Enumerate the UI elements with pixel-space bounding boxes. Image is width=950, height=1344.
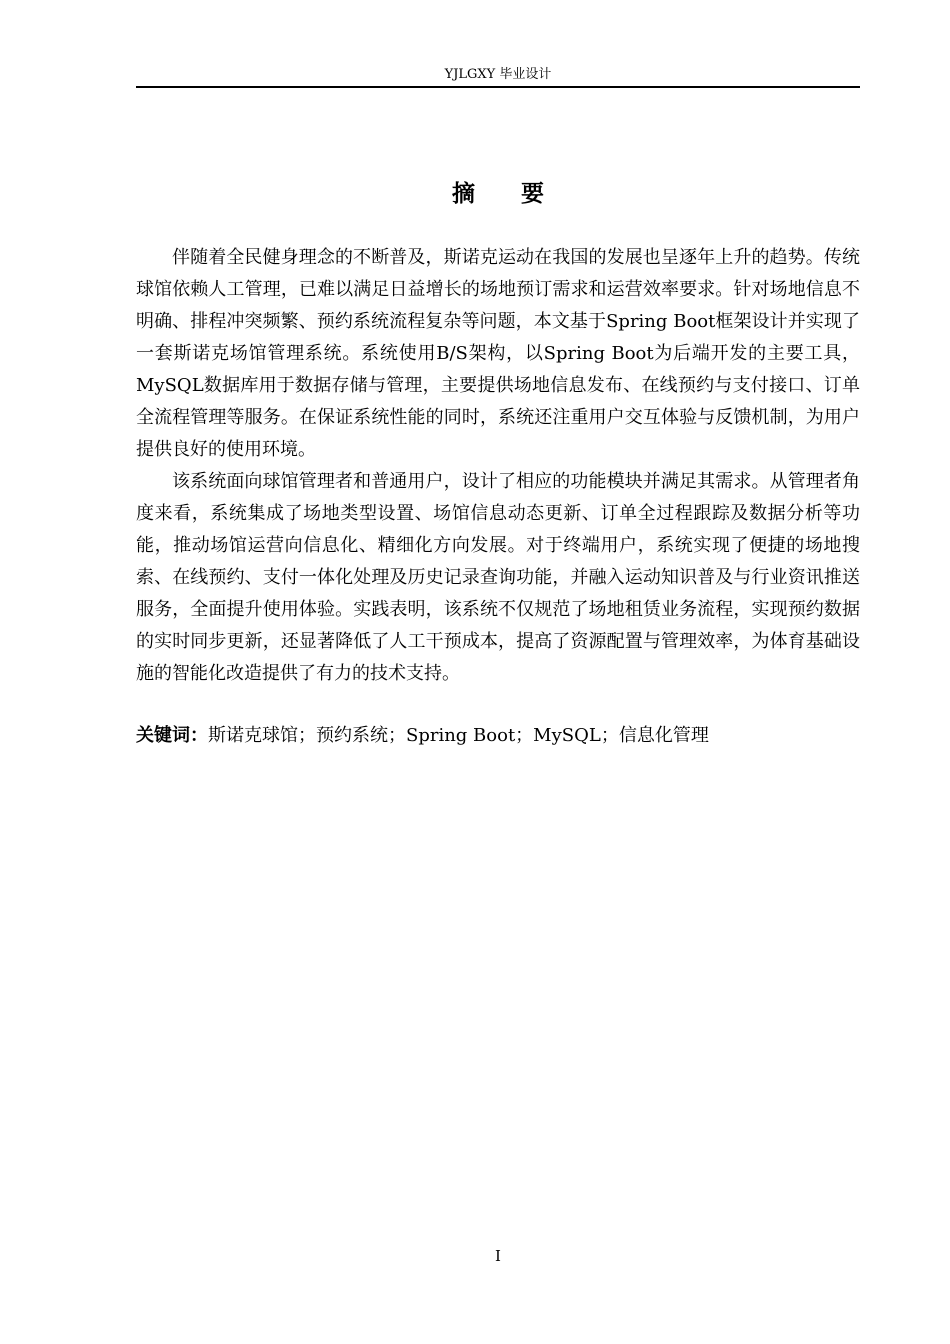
abstract-body: [136, 242, 860, 690]
running-header: YJLGXY 毕业设计: [444, 67, 552, 82]
keywords-label: 关键词：: [136, 725, 208, 746]
page-number: I: [495, 1247, 501, 1265]
abstract-paragraph-1: 伴随着全民健身理念的不断普及，斯诺克运动在我国的发展也呈逐年上升的趋势。传统球馆依赖人工管理，已难以满足日益增长的场地预订需求和运营效率要求。针对场地信息不明确、排程冲突频繁、预约系统流程复杂等问题，本文基于Spring Boot框架设计并实现了一套斯诺克场馆管理系统。系统使用B/S架构，以Spring Boot为后端开发的主要工具，MySQL数据库用于数据存储与管理，主要提供场地信息发布、在线预约与支付接口、订单全流程管理等服务。在保证系统性能的同时，系统还注重用户交互体验与反馈机制，为用户提供良好的使用环境。: [136, 247, 860, 460]
abstract-title: 摘要: [452, 180, 590, 207]
abstract-paragraph-2: 该系统面向球馆管理者和普通用户，设计了相应的功能模块并满足其需求。从管理者角度来看，系统集成了场地类型设置、场馆信息动态更新、订单全过程跟踪及数据分析等功能，推动场馆运营向信息化、精细化方向发展。对于终端用户，系统实现了便捷的场地搜索、在线预约、支付一体化处理及历史记录查询功能，并融入运动知识普及与行业资讯推送服务，全面提升使用体验。实践表明，该系统不仅规范了场地租赁业务流程，实现预约数据的实时同步更新，还显著降低了人工干预成本，提高了资源配置与管理效率，为体育基础设施的智能化改造提供了有力的技术支持。: [136, 471, 860, 684]
header-rule: [136, 86, 860, 88]
keywords-line: [136, 720, 860, 752]
keywords-list: 斯诺克球馆；预约系统；Spring Boot；MySQL；信息化管理: [208, 725, 709, 746]
